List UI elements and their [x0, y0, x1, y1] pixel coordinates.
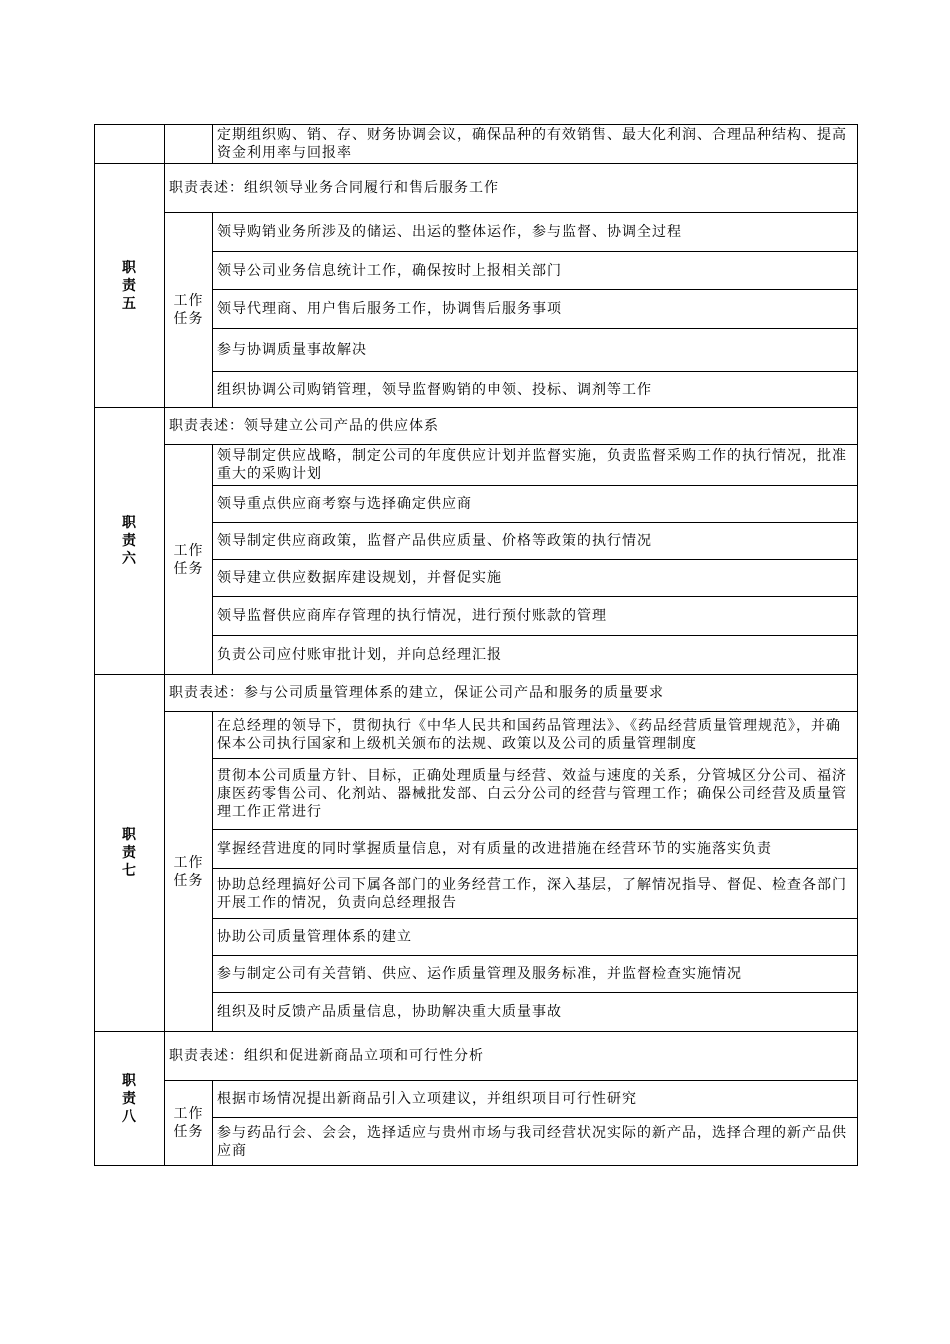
task-label-cell [165, 213, 213, 408]
duty-name-char: 职 [122, 259, 137, 276]
duty-name-cell [95, 164, 165, 408]
task-label-line: 任务 [173, 560, 204, 577]
duty-statement-row [95, 164, 858, 213]
task-label-line: 任务 [173, 311, 204, 327]
task-label-cell [165, 712, 213, 1032]
task-item: 领导购销业务所涉及的储运、出运的整体运作，参与监督、协调全过程 [213, 213, 858, 252]
task-item: 贯彻本公司质量方针、目标，正确处理质量与经营、效益与速度的关系，分管城区分公司、福济康医药零售公司、化剂站、器械批发部、白云分公司的经营与管理工作；确保公司经营及质量管理工作正常进行 [213, 759, 858, 830]
duty-name-char: 五 [122, 295, 137, 312]
task-item: 领导制定供应战略，制定公司的年度供应计划并监督实施，负责监督采购工作的执行情况，批准重大的采购计划 [213, 445, 858, 486]
task-row [95, 712, 858, 759]
duty-name-cell [95, 408, 165, 675]
task-label-line: 任务 [173, 872, 204, 889]
task-label-cell [165, 445, 213, 675]
task-item: 参与制定公司有关营销、供应、运作质量管理及服务标准，并监督检查实施情况 [213, 956, 858, 993]
duty-statement-row [95, 408, 858, 445]
duty-name-cell [95, 1032, 165, 1166]
duty-name-char: 八 [122, 1108, 137, 1125]
task-item: 协助总经理搞好公司下属各部门的业务经营工作，深入基层，了解情况指导、督促、检查各部门开展工作的情况，负责向总经理报告 [213, 869, 858, 919]
duty-name-char: 责 [122, 845, 137, 861]
task-item: 定期组织购、销、存、财务协调会议，确保品种的有效销售、最大化利润、合理品种结构、提高资金利用率与回报率 [213, 125, 858, 164]
duty-name-char: 责 [122, 533, 137, 549]
duty-statement-row [95, 1032, 858, 1081]
task-item: 领导制定供应商政策，监督产品供应质量、价格等政策的执行情况 [213, 523, 858, 560]
task-label-line: 工作 [173, 293, 204, 309]
task-item: 组织及时反馈产品质量信息，协助解决重大质量事故 [213, 993, 858, 1032]
task-item: 掌握经营进度的同时掌握质量信息，对有质量的改进措施在经营环节的实施落实负责 [213, 830, 858, 869]
duty-statement: 职责表述：组织和促进新商品立项和可行性分析 [165, 1032, 858, 1081]
empty-task-label-cell [165, 125, 213, 164]
duty-name-char: 职 [122, 827, 137, 843]
continuation-row [95, 125, 858, 164]
task-label-cell [165, 1081, 213, 1166]
task-row [95, 213, 858, 252]
task-row [95, 445, 858, 486]
task-item: 参与协调质量事故解决 [213, 329, 858, 372]
task-item: 领导重点供应商考察与选择确定供应商 [213, 486, 858, 523]
task-item: 领导代理商、用户售后服务工作，协调售后服务事项 [213, 290, 858, 329]
task-label-line: 工作 [173, 1106, 204, 1122]
duty-statement: 职责表述：领导建立公司产品的供应体系 [165, 408, 858, 445]
task-item: 领导建立供应数据库建设规划，并督促实施 [213, 560, 858, 597]
duty-name-char: 责 [122, 277, 137, 294]
duty-name-char: 七 [122, 863, 137, 879]
duty-statement: 职责表述：参与公司质量管理体系的建立，保证公司产品和服务的质量要求 [165, 675, 858, 712]
task-item: 在总经理的领导下，贯彻执行《中华人民共和国药品管理法》、《药品经营质量管理规范》，并确保本公司执行国家和上级机关颁布的法规、政策以及公司的质量管理制度 [213, 712, 858, 759]
task-item: 参与药品行会、会会，选择适应与贵州市场与我司经营状况实际的新产品，选择合理的新产品供应商 [213, 1118, 858, 1166]
task-item: 根据市场情况提出新商品引入立项建议，并组织项目可行性研究 [213, 1081, 858, 1118]
duty-table [94, 124, 858, 1166]
task-row [95, 1081, 858, 1118]
duty-name-char: 职 [122, 1072, 137, 1089]
task-item: 负责公司应付账审批计划，并向总经理汇报 [213, 636, 858, 675]
task-label-line: 工作 [173, 854, 204, 871]
duty-name-char: 职 [122, 515, 137, 531]
task-label-line: 任务 [173, 1124, 204, 1140]
empty-name-cell [95, 125, 165, 164]
task-label-line: 工作 [173, 542, 204, 559]
duty-name-char: 责 [122, 1090, 137, 1107]
duty-statement: 职责表述：组织领导业务合同履行和售后服务工作 [165, 164, 858, 213]
task-item: 协助公司质量管理体系的建立 [213, 919, 858, 956]
task-item: 领导公司业务信息统计工作，确保按时上报相关部门 [213, 252, 858, 290]
duty-name-char: 六 [122, 551, 137, 567]
task-item: 组织协调公司购销管理，领导监督购销的申领、投标、调剂等工作 [213, 372, 858, 408]
duty-name-cell [95, 675, 165, 1032]
task-item: 领导监督供应商库存管理的执行情况，进行预付账款的管理 [213, 597, 858, 636]
duty-statement-row [95, 675, 858, 712]
